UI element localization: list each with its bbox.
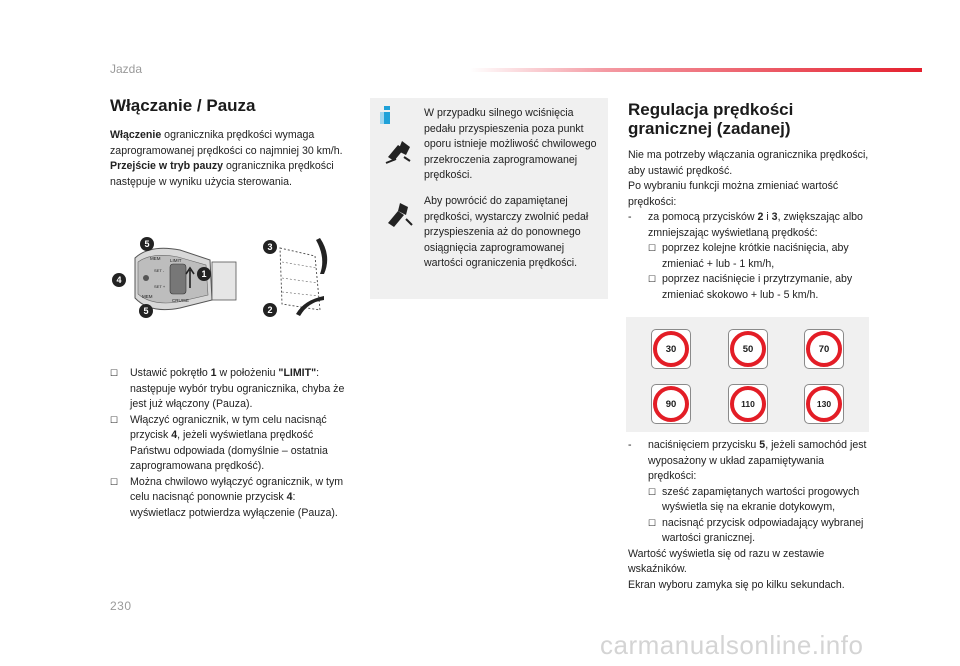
item-text: sześć zapamiętanych wartości progowych wyświetla się na ekranie dotykowym, bbox=[662, 485, 860, 513]
list-item bbox=[628, 210, 874, 241]
speed-sign-tile bbox=[804, 329, 844, 369]
accelerator-pedal-press-icon bbox=[384, 137, 414, 167]
item-bold: 3 bbox=[771, 211, 778, 223]
item-text: poprzez naciśnięcie i przytrzymanie, aby zmieniać skokowo + lub - 5 km/h. bbox=[662, 273, 853, 301]
step-text: w położeniu bbox=[216, 367, 279, 379]
item-text: , jeżeli samochód jest wyposażony w układ zapamiętywania prędkości: bbox=[648, 439, 867, 482]
step-bold: "LIMIT" bbox=[278, 367, 317, 379]
section-title-enable-pause: Włączanie / Pauza bbox=[110, 96, 256, 115]
dash-bullet: - bbox=[628, 211, 632, 223]
stalk-label-mem-bottom: MEM bbox=[142, 294, 153, 299]
stalk-label-set-plus: SET + bbox=[154, 284, 166, 289]
item-text: naciśnięciem przycisku bbox=[648, 439, 760, 451]
activation-steps-list bbox=[110, 366, 350, 521]
checkbox-bullet-icon: ☐ bbox=[110, 414, 119, 425]
stalk-label-mem-top: MEM bbox=[150, 256, 161, 261]
speed-sign-tile bbox=[728, 384, 768, 424]
item-text: i bbox=[763, 211, 772, 223]
page-number: 230 bbox=[110, 599, 132, 613]
paragraph: Po wybraniu funkcji można zmieniać wartość prędkości: bbox=[628, 180, 839, 208]
speed-sign-tile bbox=[651, 384, 691, 424]
accelerator-pedal-release-icon bbox=[384, 201, 414, 231]
step-bold: 1 bbox=[210, 367, 217, 379]
paragraph: Ekran wyboru zamyka się po kilku sekundach. bbox=[628, 578, 845, 591]
intro-bold-1: Włączenie bbox=[110, 129, 162, 141]
speed-sign: 50 bbox=[730, 331, 766, 367]
list-item bbox=[110, 475, 350, 522]
stalk-label-cruise: CRUISE bbox=[172, 298, 190, 303]
paragraph: Nie ma potrzeby włączania ogranicznika prędkości, aby ustawić prędkość. bbox=[628, 149, 869, 177]
speed-sign: 110 bbox=[730, 386, 766, 422]
stalk-label-limit: LIMIT bbox=[170, 258, 182, 263]
header-divider bbox=[470, 68, 922, 72]
title-line-1: Regulacja prędkości bbox=[628, 100, 794, 119]
checkbox-bullet-icon: ☐ bbox=[110, 476, 119, 487]
paragraph: Wartość wyświetla się od razu w zestawie wskaźników. bbox=[628, 547, 825, 575]
intro-text-1: ogranicznika prędkości wymaga zaprogramowanej prędkości co najmniej 30 km/h. bbox=[110, 129, 343, 157]
step-text: Ustawić pokrętło bbox=[130, 367, 211, 379]
callout-5-top: 5 bbox=[144, 239, 150, 249]
info-note-overspeed: W przypadku silnego wciśnięcia pedału przyspieszenia poza punkt oporu istnieje możliwość chwilowego przekroczenia zaprogramowanej prędkości. bbox=[424, 107, 597, 181]
item-text: nacisnąć przycisk odpowiadający wybranej wartości granicznej. bbox=[662, 516, 864, 544]
item-text: poprzez kolejne krótkie naciśnięcia, aby zmieniać + lub - 1 km/h, bbox=[662, 242, 849, 270]
section-label: Jazda bbox=[110, 62, 143, 76]
speed-sign-tile bbox=[728, 329, 768, 369]
speed-sign: 30 bbox=[653, 331, 689, 367]
list-item bbox=[110, 366, 350, 413]
list-item bbox=[628, 516, 874, 547]
speed-sign: 90 bbox=[653, 386, 689, 422]
step-text: : wyświetlacz potwierdza wyłączenie (Pauza). bbox=[130, 491, 338, 519]
item-bold: 2 bbox=[757, 211, 764, 223]
section-title-speed-adjust bbox=[628, 100, 868, 138]
item-text: za pomocą przycisków bbox=[648, 211, 758, 223]
list-item bbox=[110, 413, 350, 475]
checkbox-bullet-icon: ☐ bbox=[110, 368, 119, 378]
checkbox-bullet-icon: ☐ bbox=[648, 243, 657, 253]
step-text: Można chwilowo wyłączyć ogranicznik, w tym celu nacisnąć ponownie przycisk bbox=[130, 475, 344, 503]
title-line-2: granicznej (zadanej) bbox=[628, 119, 791, 138]
info-icon bbox=[380, 106, 394, 124]
callout-4: 4 bbox=[116, 275, 122, 285]
step-text: : następuje wybór trybu ogranicznika, chyba że jest już włączony (Pauza). bbox=[130, 367, 345, 410]
memory-speed-text bbox=[628, 438, 874, 593]
step-bold: 4 bbox=[286, 491, 293, 503]
speed-sign: 70 bbox=[806, 331, 842, 367]
step-text: Włączyć ogranicznik, w tym celu nacisnąć przycisk bbox=[130, 413, 327, 441]
intro-bold-2: Przejście w tryb pauzy bbox=[110, 160, 224, 172]
list-item bbox=[628, 438, 874, 485]
checkbox-bullet-icon: ☐ bbox=[648, 517, 657, 528]
step-text: , jeżeli wyświetlana prędkość Państwu odpowiada (domyślnie – ostatnia zaprogramowana prędkość). bbox=[130, 429, 328, 472]
item-bold: 5 bbox=[759, 439, 766, 451]
callout-3: 3 bbox=[267, 242, 273, 252]
callout-2: 2 bbox=[267, 305, 273, 315]
speed-signs-panel bbox=[626, 317, 869, 432]
list-item bbox=[628, 485, 874, 516]
list-item bbox=[628, 272, 874, 303]
dash-bullet: - bbox=[628, 439, 632, 451]
info-note-return: Aby powrócić do zapamiętanej prędkości, wystarczy zwolnić pedał przyspieszenia aż do ponownego osiągnięcia zaprogramowanej wartości ograniczenia prędkości. bbox=[424, 195, 589, 269]
speed-sign-tile bbox=[651, 329, 691, 369]
intro-paragraph bbox=[110, 128, 345, 190]
callout-5-bottom: 5 bbox=[143, 306, 149, 316]
speed-sign: 130 bbox=[806, 386, 842, 422]
intro-text-2: ogranicznika prędkości następuje w wyniku użycia sterowania. bbox=[110, 160, 334, 188]
stalk-label-set-minus: SET - bbox=[154, 268, 165, 273]
callout-1: 1 bbox=[201, 269, 207, 279]
cruise-control-stalk-illustration bbox=[110, 228, 345, 328]
list-item bbox=[628, 241, 874, 272]
speed-adjust-text bbox=[628, 148, 874, 303]
step-bold: 4 bbox=[171, 429, 178, 441]
item-text: , zwiększając albo zmniejszając wyświetlaną prędkość: bbox=[648, 211, 863, 239]
speed-sign-tile bbox=[804, 384, 844, 424]
checkbox-bullet-icon: ☐ bbox=[648, 486, 657, 497]
watermark: carmanualsonline.info bbox=[600, 630, 864, 660]
checkbox-bullet-icon: ☐ bbox=[648, 274, 657, 284]
